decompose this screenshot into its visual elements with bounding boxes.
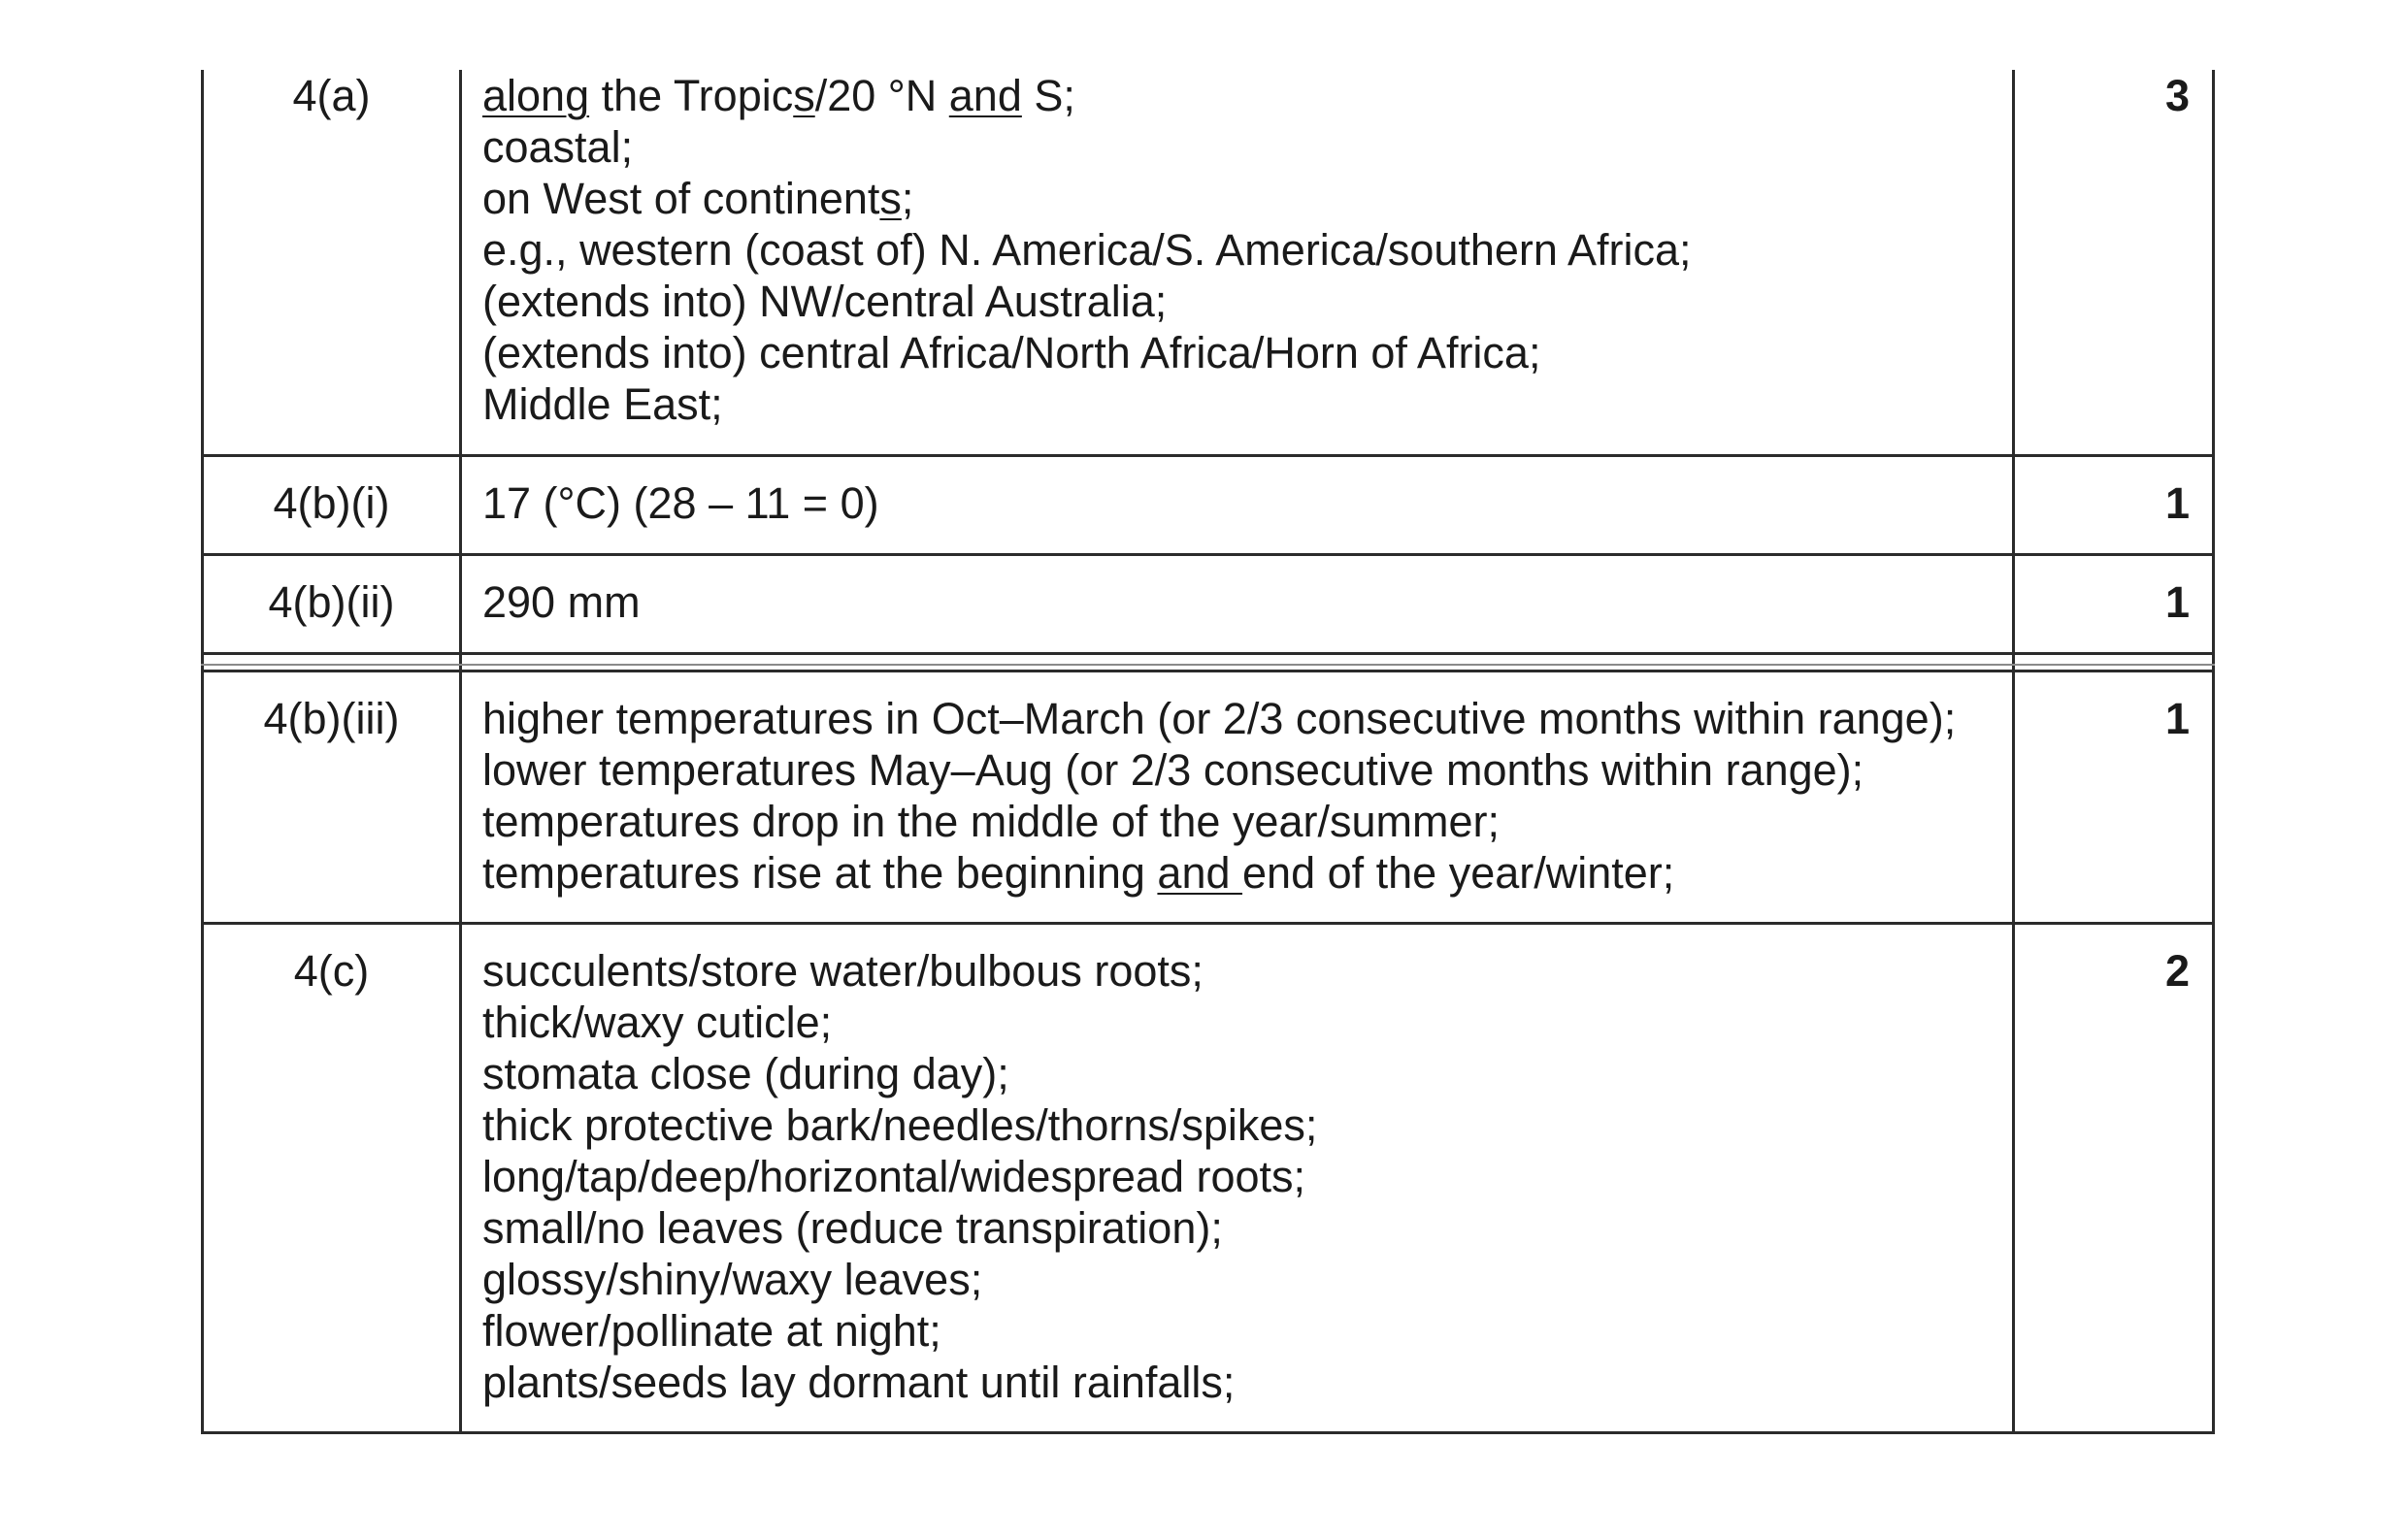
answer-line (482, 70, 1996, 121)
underlined-text: s (793, 71, 815, 120)
answer-text: succulents/store water/bulbous roots; (482, 946, 1204, 996)
answer-cell (482, 945, 1996, 1408)
answer-text: higher temperatures in Oct–March (or 2/3 consecutive months within range); (482, 694, 1957, 743)
row-divider (201, 553, 2215, 556)
answer-text: 290 mm (482, 577, 641, 627)
page-break-line (201, 664, 2215, 666)
row-divider (201, 670, 2215, 672)
table-border-left (201, 70, 204, 1434)
row-divider (201, 454, 2215, 457)
answer-line (482, 327, 1996, 378)
answer-line (482, 693, 1996, 744)
answer-text: thick protective bark/needles/thorns/spikes; (482, 1100, 1318, 1150)
question-number: 4(c) (293, 946, 370, 996)
table-border-right (2212, 70, 2215, 1434)
mark-value: 1 (2164, 577, 2190, 627)
answer-text: /20 °N (814, 71, 949, 120)
answer-text: small/no leaves (reduce transpiration); (482, 1203, 1223, 1253)
row-divider (201, 922, 2215, 925)
answer-text: glossy/shiny/waxy leaves; (482, 1255, 983, 1304)
mark-value: 3 (2164, 71, 2190, 120)
answer-text: long/tap/deep/horizontal/widespread roots; (482, 1152, 1306, 1201)
row-divider (201, 652, 2215, 655)
question-number: 4(b)(ii) (268, 577, 395, 627)
answer-line (482, 1151, 1996, 1202)
answer-text: the Tropic (589, 71, 794, 120)
mark-scheme-table (201, 70, 2215, 1434)
answer-text: flower/pollinate at night; (482, 1306, 941, 1356)
question-number: 4(a) (292, 71, 371, 120)
answer-line (482, 276, 1996, 327)
table-border-bottom (201, 1431, 2215, 1434)
answer-cell (482, 693, 1996, 899)
mark-value: 1 (2164, 694, 2190, 743)
answer-text: (extends into) NW/central Australia; (482, 277, 1168, 326)
answer-line (482, 945, 1996, 997)
answer-text: thick/waxy cuticle; (482, 998, 833, 1047)
answer-line (482, 1305, 1996, 1357)
answer-line (482, 1357, 1996, 1408)
answer-text: lower temperatures May–Aug (or 2/3 consecutive months within range); (482, 745, 1864, 795)
answer-line (482, 997, 1996, 1048)
answer-text: coastal; (482, 122, 634, 172)
answer-text: ; (901, 174, 914, 223)
column-divider-question (459, 70, 462, 1434)
answer-line (482, 1202, 1996, 1254)
underlined-text: and (1157, 848, 1243, 898)
mark-value: 1 (2164, 478, 2190, 528)
answer-line (482, 847, 1996, 899)
answer-text: temperatures rise at the beginning (482, 848, 1158, 898)
answer-line (482, 224, 1996, 276)
answer-text: Middle East; (482, 379, 723, 429)
answer-text: on West of continent (482, 174, 880, 223)
answer-cell (482, 576, 1996, 628)
answer-text: plants/seeds lay dormant until rainfalls; (482, 1358, 1236, 1407)
answer-line (482, 1099, 1996, 1151)
answer-line (482, 796, 1996, 847)
column-divider-mark (2012, 70, 2015, 1434)
answer-text: (extends into) central Africa/North Africa/Horn of Africa; (482, 328, 1541, 377)
underlined-text: and (948, 71, 1022, 120)
answer-text: S; (1021, 71, 1075, 120)
underlined-text: along (482, 71, 590, 120)
answer-line (482, 477, 1996, 529)
answer-cell (482, 477, 1996, 529)
question-number: 4(b)(iii) (263, 694, 400, 743)
answer-line (482, 1254, 1996, 1305)
answer-line (482, 576, 1996, 628)
answer-line (482, 744, 1996, 796)
answer-text: temperatures drop in the middle of the year/summer; (482, 797, 1500, 846)
answer-text: stomata close (during day); (482, 1049, 1009, 1098)
mark-value: 2 (2164, 946, 2190, 996)
answer-line (482, 173, 1996, 224)
underlined-text: s (879, 174, 902, 223)
question-number: 4(b)(i) (273, 478, 390, 528)
answer-line (482, 1048, 1996, 1099)
answer-line (482, 121, 1996, 173)
answer-text: e.g., western (coast of) N. America/S. America/southern Africa; (482, 225, 1692, 275)
answer-cell (482, 70, 1996, 430)
answer-text: end of the year/winter; (1242, 848, 1675, 898)
answer-line (482, 378, 1996, 430)
answer-text: 17 (°C) (28 – 11 = 0) (482, 478, 879, 528)
